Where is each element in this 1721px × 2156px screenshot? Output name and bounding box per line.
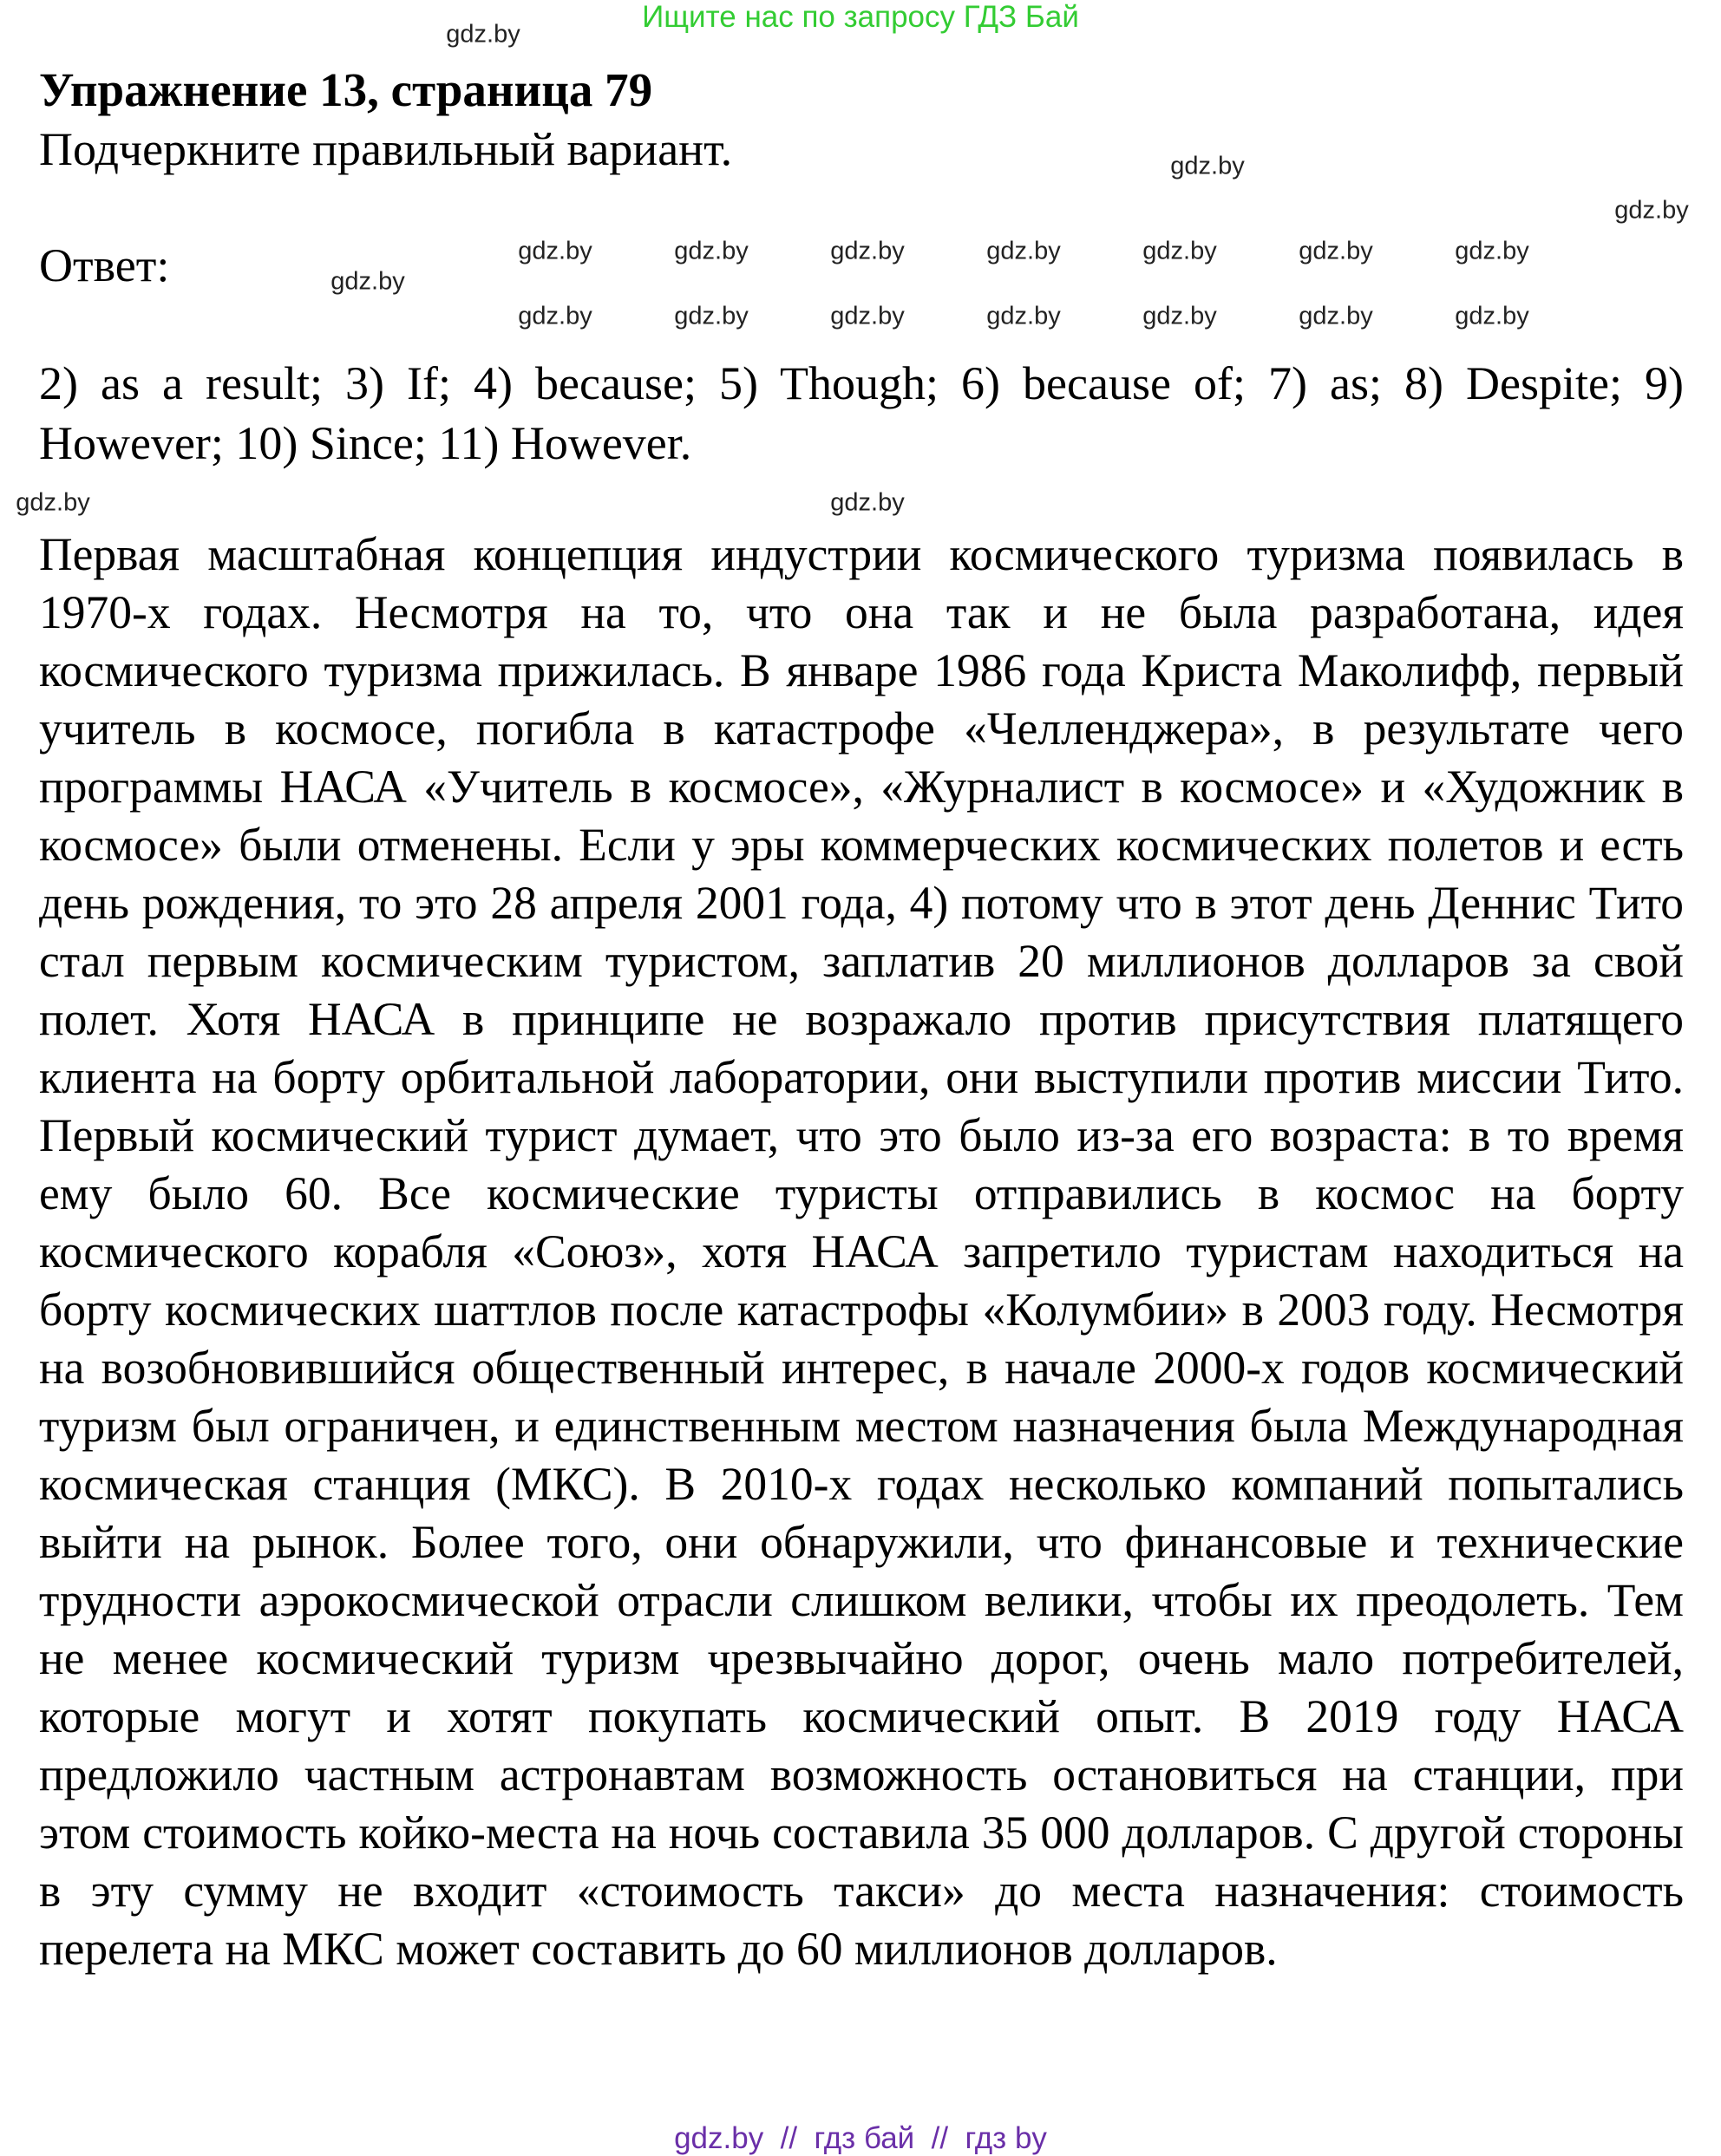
watermark: gdz.by [446,20,520,49]
watermark: gdz.by [330,267,405,296]
instruction: Подчеркните правильный вариант. [39,123,733,175]
body-text: Первая масштабная концепция индустрии космического туризма появилась в 1970-х годах. Несмотря на то, что она так и не была разработана, идея космического туризма прижилась. В январе 1986 года Криста Маколифф, первый учитель в космосе, погибла в катастрофе «Челленджера», в результате чего программы НАСА «Учитель в космосе», «Журналист в космосе» и «Художник в космосе» были отменены. Если у эры коммерческих космических полетов и есть день рождения, то это 28 апреля 2001 года, 4) потому что в этот день Деннис Тито стал первым космическим туристом, заплатив 20 миллионов долларов за свой полет. Хотя НАСА в принципе не возражало против присутствия платящего клиента на борту орбитальной лаборатории, они выступили против миссии Тито. Первый космический турист думает, что это было из-за его возраста: в то время ему было 60. Все космические туристы отправились в космос на борту космического корабля «Союз», хотя НАСА запретило туристам находиться на борту космических шаттлов после катастрофы «Колумбии» в 2003 году. Несмотря на возобновившийся общественный интерес, в начале 2000-х годов космический туризм был ограничен, и единственным местом назначения была Международная космическая станция (МКС). В 2010-х годах несколько компаний попытались выйти на рынок. Более того, они обнаружили, что финансовые и технические трудности аэрокосмической отрасли слишком велики, чтобы их преодолеть. Тем не менее космический туризм чрезвычайно дорог, очень мало потребителей, которые могут и хотят покупать космический опыт. В 2019 году НАСА предложило частным астронавтам возможность остановиться на станции, при этом стоимость койко-места на ночь составила 35 000 долларов. С другой стороны в эту сумму не входит «стоимость такси» до места назначения: стоимость перелета на МКС может составить до 60 миллионов долларов. [39,528,1684,1975]
watermark: gdz.by [1170,152,1245,180]
watermark: gdz.by [674,237,749,265]
watermark: gdz.by [830,488,905,517]
watermark: gdz.by [1455,237,1529,265]
search-banner: Ищите нас по запросу ГДЗ Бай [642,0,1079,34]
watermark: gdz.by [986,302,1061,330]
watermark: gdz.by [830,302,905,330]
watermark: gdz.by [1614,196,1689,225]
watermark: gdz.by [1142,237,1217,265]
watermark: gdz.by [674,302,749,330]
page-title: Упражнение 13, страница 79 [39,63,653,116]
watermark: gdz.by [518,237,592,265]
watermark: gdz.by [518,302,592,330]
answer-label: Ответ: [39,239,170,291]
watermark: gdz.by [1299,302,1373,330]
watermark: gdz.by [830,237,905,265]
watermark: gdz.by [1299,237,1373,265]
watermark: gdz.by [1455,302,1529,330]
watermark: gdz.by [16,488,90,517]
answer-text: 2) as a result; 3) If; 4) because; 5) Though; 6) because of; 7) as; 8) Despite; 9) However; 10) Since; 11) However. [39,357,1684,469]
footer-links: gdz.by // гдз бай // гдз by [674,2121,1047,2155]
watermark: gdz.by [986,237,1061,265]
watermark: gdz.by [1142,302,1217,330]
